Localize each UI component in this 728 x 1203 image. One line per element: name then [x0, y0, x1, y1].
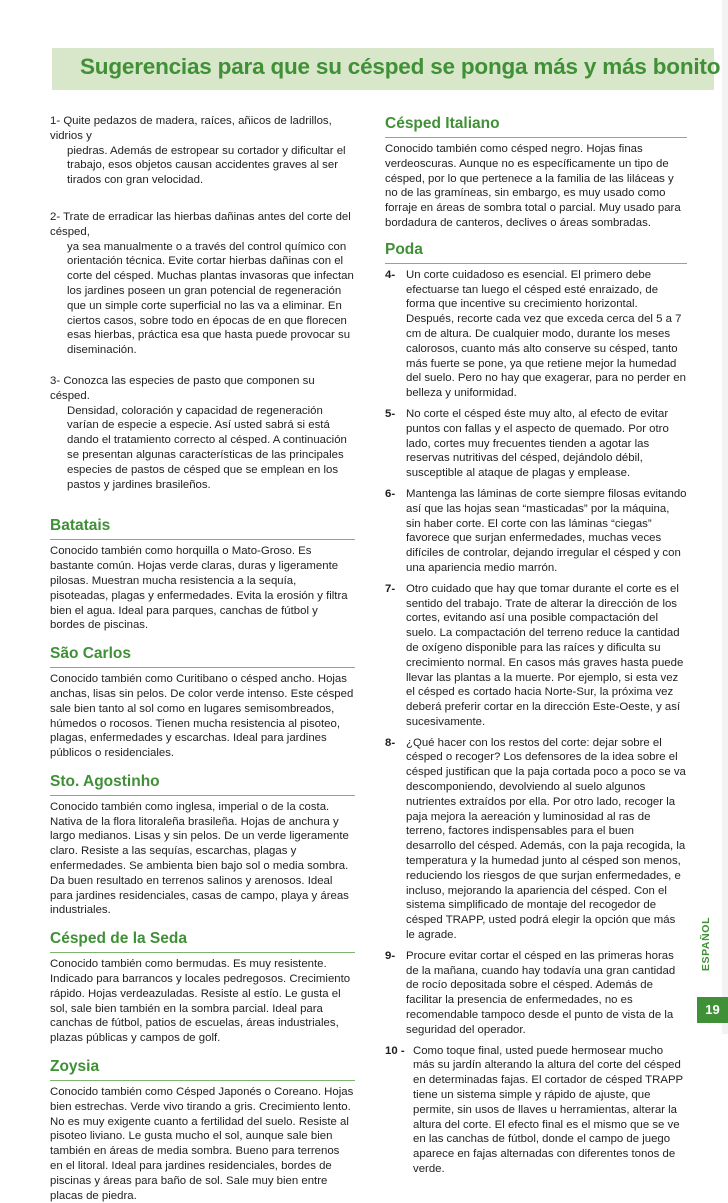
tip-text: Densidad, coloración y capacidad de regeneración varían de especie a especie. Así usted sabrá si está dando el tratamiento correcto al césped. A continuación se presentan algunas características de las principales especies de pastos de césped que se emplean en los pastos y jardines brasileños.	[67, 404, 347, 491]
language-label: ESPAÑOL	[700, 916, 712, 972]
section-body: Conocido también como Curitibano o césped ancho. Hojas anchas, lisas sin pelos. De color verde intenso. Este césped sale bien tanto al sol como en lugares semisombreados, húmedos o rocosos. Tienen mucha resistencia al pisoteo, plagas, enfermedades y escarchas. Ideal para jardines públicos o residenciales.	[50, 673, 354, 760]
page-edge	[722, 0, 728, 1034]
title-band	[52, 48, 721, 90]
section-title: Poda	[385, 240, 687, 264]
section-body: Conocido también como inglesa, imperial o de la costa. Nativa de la flora litoraleña brasileña. Hojas de anchura y largo medianos. Lisas y sin pelos. De un verde ligeramente claro. Resiste a las sequías, escarchas, plagas y enfermedades. Se ambienta bien bajo sol o media sombra. Da buen resultado en terrenos salinos y arenosos. Ideal para jardines residenciales, casas de campo, playa y áreas industriales.	[50, 800, 349, 917]
item-number: 9-	[385, 949, 396, 962]
tip-item-3	[50, 374, 355, 492]
item-number: 8-	[385, 736, 396, 749]
right-column	[385, 114, 687, 1177]
tip-text: Trate de erradicar las hierbas dañinas antes del corte del césped,	[50, 210, 351, 238]
section-batatais	[50, 516, 355, 633]
section-body: Conocido también como césped negro. Hojas finas verdeoscuras. Aunque no es específicamente un tipo de césped, por lo que pertenece a la familia de las liláceas y no de las gramíneas, sin embargo, es muy usado como forraje en áreas de sombra total o parcial. Muy usado para bordadura de canteros, declives o áreas sombradas.	[385, 143, 681, 229]
section-title: Sto. Agostinho	[50, 772, 355, 796]
poda-item-4	[385, 268, 687, 401]
item-number: 6-	[385, 487, 396, 500]
item-text: ¿Qué hacer con los restos del corte: dejar sobre el césped o recoger? Los defensores de la idea sobre el césped justifican que la paja cortada poco a poco se va descomponiendo, devolviendo al suelo algunos nutrientes extraídos por ella. Por otro lado, recoger la paja mejora la aereación y luminosidad al ras de terreno, factores indispensables para el buen desarrollo del césped. Además, con la paja recogida, la temperatura y la humedad junto al césped son menos, reduciendo los riesgos de que surjan enfermedades, e incluso, mejorando la apariencia del césped. Con el sistema simplificado de montaje del recogedor de césped TRAPP, usted podrá elegir la opción que más le agrade.	[406, 736, 686, 942]
tip-text: ya sea manualmente o a través del control químico con orientación técnica. Evite cortar hierbas dañinas con el corte del césped. Muchas plantas invasoras que infectan los jardines poseen un gran potencial de regeneración que un simple corte superficial no las va a eliminar. En ciertos casos, sobre todo en épocas de en que florecen esas hierbas, práctica esa que hasta puede provocar su diseminación.	[67, 240, 354, 357]
section-sto-agostinho	[50, 772, 355, 918]
poda-item-8	[385, 736, 687, 943]
item-number: 10 -	[385, 1044, 405, 1057]
item-number: 4-	[385, 268, 396, 281]
tip-number: 3-	[50, 374, 61, 387]
section-body: Conocido también como Césped Japonés o Coreano. Hojas bien estrechas. Verde vivo tirando a gris. Crecimiento lento. No es muy exigente cuanto a fertilidad del suelo. Resiste al pisoteo liviano. Le gusta mucho el sol, aunque sale bien también en áreas de media sombra. Bueno para terrenos en el litoral. Ideal para jardines residenciales, bordes de piscinas y áreas para baño de sol. Sale muy bien entre placas de piedra.	[50, 1086, 354, 1202]
tip-item-2	[50, 210, 355, 358]
item-text: Otro cuidado que hay que tomar durante el corte es el sentido del trabajo. Trate de alterar la dirección de los cortes, evitando así una posible compactación del suelo. La compactación del terreno reduce la cantidad de oxígeno disponible para las raíces y dificulta su crecimiento normal. En casos más graves hasta puede llevar las plantas a la muerte. Por ejemplo, si esta vez el césped es cortado hacia Norte-Sur, la próxima vez deberá preferir cortar en la dirección Este-Oeste, y así sucesivamente.	[406, 582, 684, 728]
poda-item-10	[385, 1044, 687, 1177]
page-title: Sugerencias para que su césped se ponga más y más bonito	[80, 54, 721, 79]
section-title: Zoysia	[50, 1057, 355, 1081]
item-text: Mantenga las láminas de corte siempre filosas evitando así que las hojas sean “masticadas” por la máquina, sin haber corte. El corte con las láminas “ciegas” favorece que surjan enfermedades, muchas veces difíciles de controlar, dejando irregular el césped y con una apariencia medio marrón.	[406, 487, 687, 574]
section-cesped-italiano	[385, 114, 687, 231]
tip-number: 2-	[50, 210, 61, 223]
section-cesped-de-la-seda	[50, 929, 355, 1046]
left-column	[50, 114, 355, 1203]
poda-item-5	[385, 407, 687, 481]
poda-item-9	[385, 949, 687, 1038]
item-text: Como toque final, usted puede hermosear mucho más su jardín alterando la altura del corte del césped en determinadas fajas. El cortador de césped TRAPP tiene un sistema simple y rápido de ajuste, que permite, sin usos de llaves u herramientas, alterar la altura del corte. El efecto final es el mismo que se ve en las canchas de fútbol, donde el campo de juego aparece en fajas alternadas con diferentes tonos de verde.	[413, 1044, 683, 1175]
tip-item-1	[50, 114, 355, 188]
poda-item-7	[385, 582, 687, 730]
tip-number: 1-	[50, 115, 61, 127]
tip-text: Conozca las especies de pasto que componen su césped.	[50, 374, 315, 402]
section-body: Conocido también como horquilla o Mato-Groso. Es bastante común. Hojas verde claras, duras y ligeramente pilosas. Muestran mucha resistencia a la sequía, pisoteadas, plagas y enfermedades. Evita la erosión y filtra bien el agua. Ideal para parques, canchas de fútbol y bordes de piscinas.	[50, 545, 348, 632]
tip-text: Quite pedazos de madera, raíces, añicos de ladrillos, vidrios y	[50, 115, 332, 142]
section-title: São Carlos	[50, 644, 355, 668]
section-sao-carlos	[50, 644, 355, 761]
poda-item-6	[385, 487, 687, 576]
item-number: 7-	[385, 582, 396, 595]
section-poda	[385, 240, 687, 1177]
section-zoysia	[50, 1057, 355, 1203]
section-body: Conocido también como bermudas. Es muy resistente. Indicado para barrancos y locales pedregosos. Crecimiento rápido. Hojas verdeazuladas. Resiste al estío. Le gusta el sol, sale bien también en la sombra parcial. Ideal para canchas de fútbol, patios de escuelas, áreas industriales, plazas públicas y campos de golf.	[50, 958, 351, 1045]
section-title: Césped de la Seda	[50, 929, 355, 953]
item-text: Procure evitar cortar el césped en las primeras horas de la mañana, cuando hay todavía una gran cantidad de rocío depositada sobre el césped. Además de facilitar la presencia de enfermedades, no es recomendable tampoco desde el punto de vista de la seguridad del operador.	[406, 949, 676, 1036]
language-tab	[696, 902, 716, 992]
section-title: Batatais	[50, 516, 355, 540]
tip-text: piedras. Además de estropear su cortador y dificultar el trabajo, esos objetos causan accidentes graves al ser tirados con gran velocidad.	[67, 144, 346, 187]
item-text: No corte el césped éste muy alto, al efecto de evitar puntos con fallas y el aspecto de quemado. Por otro lado, cortes muy frecuentes tienden a agotar las reservas nutritivas del césped, dejándolo débil, susceptible al ataque de plagas y emplease.	[406, 407, 669, 480]
item-text: Un corte cuidadoso es esencial. El primero debe efectuarse tan luego el césped esté enraizado, de forma que incentive su crecimiento horizontal. Después, recorte cada vez que exceda cerca del 5 a 7 cm de altura. De cualquier modo, durante los meses calorosos, cuanto más alto conserve su césped, tanto más fuerte se pone, ya que retiene mejor la humedad del suelo. Pero no hay que exagerar, para no perder en belleza y uniformidad.	[406, 268, 686, 400]
section-title: Césped Italiano	[385, 114, 687, 138]
item-number: 5-	[385, 407, 396, 420]
page-number: 19	[697, 997, 728, 1023]
